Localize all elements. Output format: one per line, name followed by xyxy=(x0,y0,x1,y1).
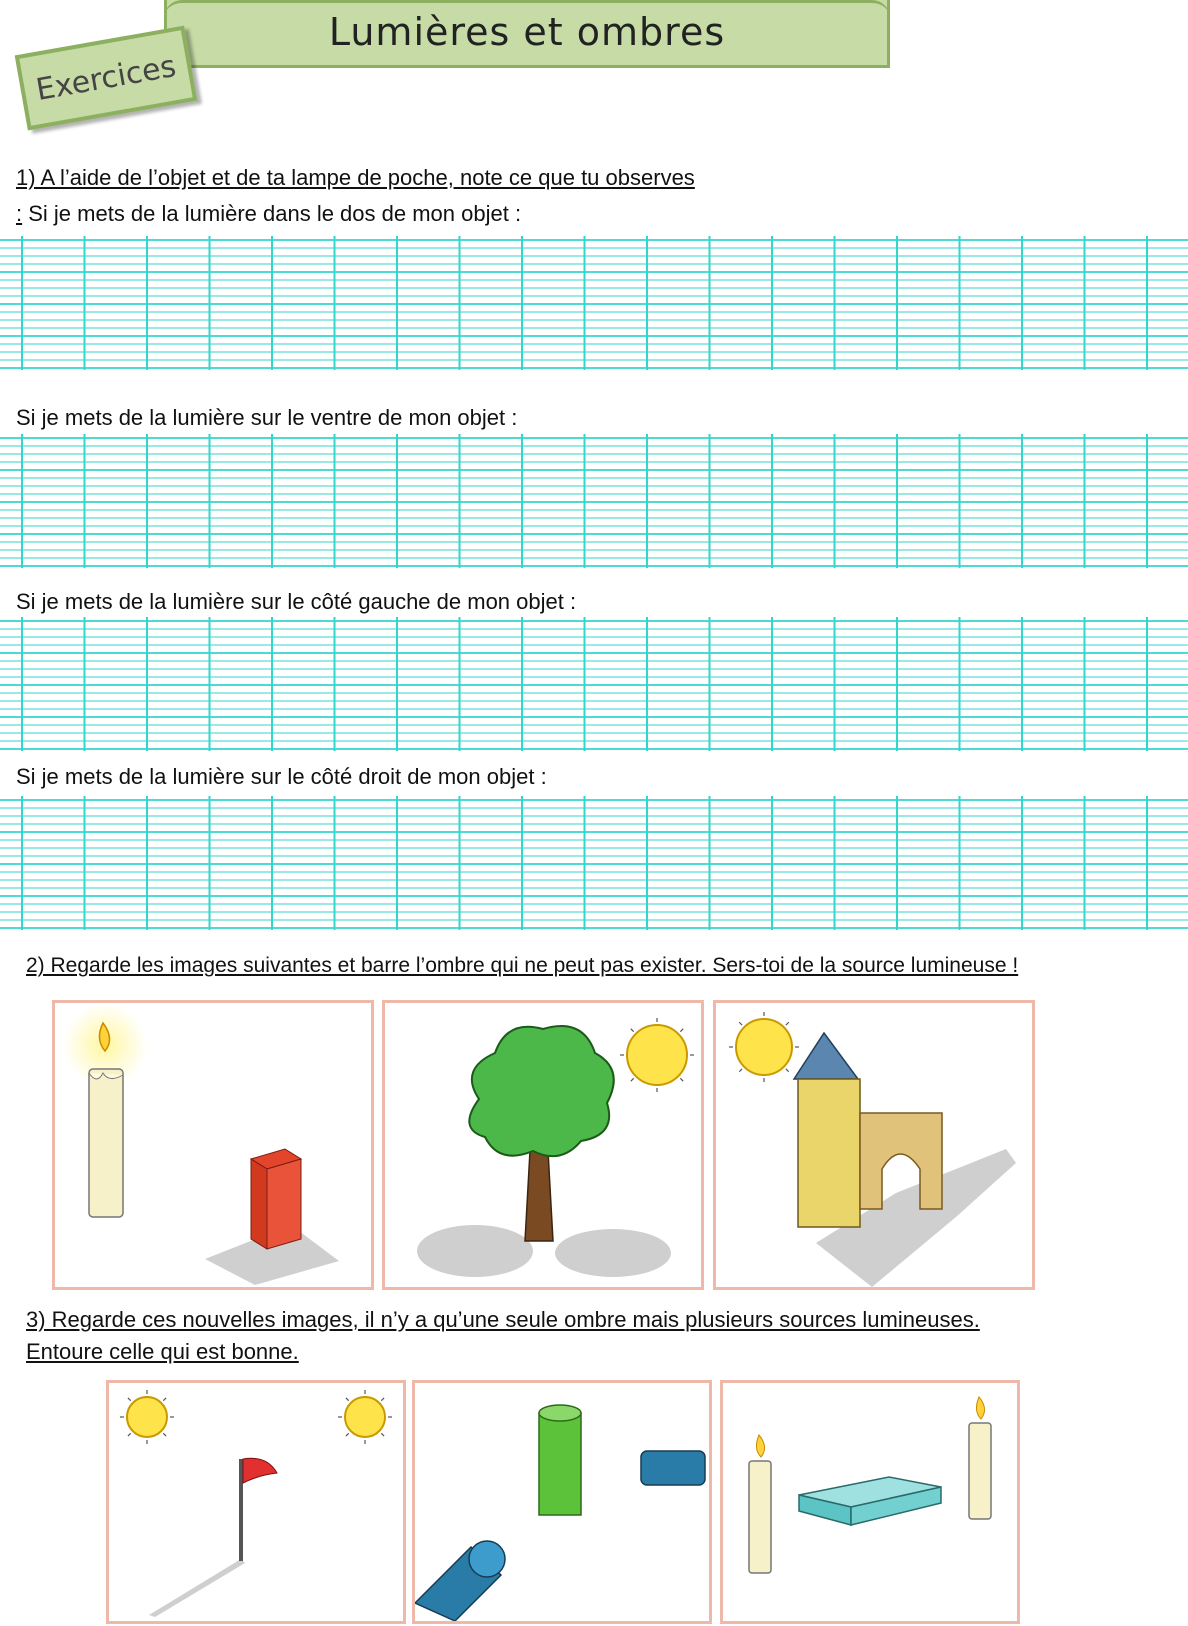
sun-ray xyxy=(163,1433,166,1436)
sun-ray xyxy=(128,1398,131,1401)
q1-prompt-left: Si je mets de la lumière sur le côté gauche de mon objet : xyxy=(16,589,577,614)
writing-grid-3[interactable] xyxy=(0,617,1188,751)
sun-ray xyxy=(163,1398,166,1401)
sun-icon-right xyxy=(345,1397,385,1437)
sun-ray xyxy=(786,1069,789,1072)
writing-grid-2[interactable] xyxy=(0,434,1188,568)
tree-shadow-right xyxy=(555,1229,671,1277)
q3-heading-line1: 3) Regarde ces nouvelles images, il n’y a qu’une seule ombre mais plusieurs sources lumineuses. xyxy=(26,1307,980,1332)
q1-prompt-back xyxy=(16,200,521,228)
sun-ray xyxy=(680,1078,683,1081)
q1-heading: 1) A l’aide de l’objet et de ta lampe de poche, note ce que tu observes xyxy=(16,165,695,190)
sun-ray xyxy=(739,1069,742,1072)
sun-icon xyxy=(627,1025,687,1085)
sun-ray xyxy=(739,1022,742,1025)
q1-prompt-right: Si je mets de la lumière sur le côté droit de mon objet : xyxy=(16,764,547,789)
image-cylinder-flashlights[interactable] xyxy=(412,1380,712,1624)
red-flag xyxy=(243,1458,277,1483)
sun-ray xyxy=(680,1029,683,1032)
tower xyxy=(798,1079,860,1227)
green-cylinder xyxy=(539,1413,581,1515)
q2-heading: 2) Regarde les images suivantes et barre l’ombre qui ne peut pas exister. Sers-toi de la source lumineuse ! xyxy=(26,954,1019,977)
q1-prompt-front: Si je mets de la lumière sur le ventre de mon objet : xyxy=(16,405,518,430)
image-tower-sun[interactable] xyxy=(713,1000,1035,1290)
exercices-badge xyxy=(15,26,198,131)
q1-prompt-back-text: Si je mets de la lumière dans le dos de mon objet : xyxy=(22,201,522,226)
tower-roof xyxy=(794,1033,858,1079)
tree-shadow-left xyxy=(417,1225,533,1277)
image-candle-box[interactable] xyxy=(52,1000,374,1290)
sun-icon xyxy=(736,1019,792,1075)
sun-ray xyxy=(786,1022,789,1025)
candle-right xyxy=(969,1423,991,1519)
sun-ray xyxy=(631,1078,634,1081)
sun-ray xyxy=(381,1433,384,1436)
sun-ray xyxy=(128,1433,131,1436)
red-box xyxy=(267,1159,301,1249)
sun-ray xyxy=(381,1398,384,1401)
title-tab xyxy=(164,0,890,68)
sun-ray xyxy=(631,1029,634,1032)
candle-left xyxy=(749,1461,771,1573)
writing-grid-1[interactable] xyxy=(0,236,1188,370)
candle-flame-icon-right xyxy=(976,1397,984,1419)
badge-label: Exercices xyxy=(33,48,179,108)
page-title: Lumières et ombres xyxy=(328,10,726,54)
tree-crown xyxy=(469,1026,613,1156)
candle-flame-icon-left xyxy=(756,1435,764,1457)
flashlight-right xyxy=(641,1451,705,1485)
sun-icon-left xyxy=(127,1397,167,1437)
q3-heading-line2: Entoure celle qui est bonne. xyxy=(26,1339,299,1364)
image-slab-candles[interactable] xyxy=(720,1380,1020,1624)
writing-grid-4[interactable] xyxy=(0,796,1188,930)
flag-shadow xyxy=(149,1559,245,1617)
sun-ray xyxy=(346,1398,349,1401)
image-tree-sun[interactable] xyxy=(382,1000,704,1290)
candle xyxy=(89,1069,123,1217)
q1-colon: : xyxy=(16,201,23,226)
sun-ray xyxy=(346,1433,349,1436)
image-flag-suns[interactable] xyxy=(106,1380,406,1624)
